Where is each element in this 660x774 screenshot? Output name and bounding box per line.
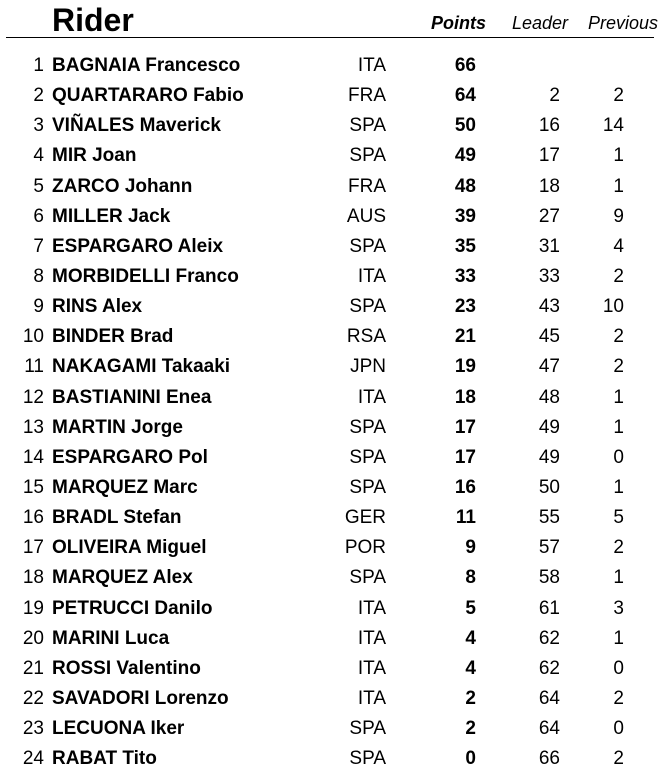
rider-name: MARINI Luca: [52, 627, 170, 649]
gap-to-previous: 14: [602, 115, 624, 137]
rider-nationality: ITA: [357, 265, 386, 287]
gap-to-leader: 2: [549, 85, 560, 107]
rider-points: 17: [454, 416, 476, 438]
table-row: [0, 473, 660, 503]
gap-to-leader: 47: [538, 356, 560, 378]
rider-position: 19: [22, 597, 44, 619]
gap-to-previous: 1: [613, 145, 624, 167]
gap-to-leader: 62: [538, 627, 560, 649]
gap-to-previous: 0: [613, 657, 624, 679]
rider-position: 22: [22, 687, 44, 709]
rider-name: SAVADORI Lorenzo: [52, 687, 229, 709]
table-header: [0, 0, 660, 40]
table-row: [0, 292, 660, 322]
rider-points: 33: [454, 265, 476, 287]
rider-name: MARTIN Jorge: [52, 416, 183, 438]
rider-position: 21: [22, 657, 44, 679]
table-row: [0, 81, 660, 111]
rider-points: 19: [454, 356, 476, 378]
gap-to-leader: 18: [538, 175, 560, 197]
gap-to-leader: 45: [538, 326, 560, 348]
rider-position: 9: [33, 296, 44, 318]
rider-nationality: RSA: [346, 326, 386, 348]
rider-position: 8: [33, 265, 44, 287]
gap-to-previous: 2: [613, 687, 624, 709]
table-row: [0, 232, 660, 262]
gap-to-leader: 49: [538, 446, 560, 468]
rider-name: MILLER Jack: [52, 205, 171, 227]
table-row: [0, 533, 660, 563]
rider-nationality: SPA: [349, 145, 386, 167]
rider-nationality: ITA: [357, 597, 386, 619]
rider-position: 12: [22, 386, 44, 408]
rider-points: 21: [454, 326, 476, 348]
rider-name: MIR Joan: [52, 145, 137, 167]
leader-column-header: Leader: [511, 13, 568, 33]
gap-to-leader: 55: [538, 507, 560, 529]
rider-name: BRADL Stefan: [52, 507, 182, 529]
table-row: [0, 141, 660, 171]
rider-name: ESPARGARO Pol: [52, 446, 208, 468]
rider-position: 23: [22, 718, 44, 740]
gap-to-previous: 4: [613, 235, 624, 257]
gap-to-leader: 64: [538, 687, 560, 709]
rider-points: 23: [454, 296, 476, 318]
rider-position: 5: [33, 175, 44, 197]
rider-name: BASTIANINI Enea: [52, 386, 212, 408]
rider-name: MARQUEZ Marc: [52, 476, 198, 498]
table-row: [0, 413, 660, 443]
gap-to-leader: 66: [538, 748, 560, 770]
rider-position: 7: [33, 235, 44, 257]
gap-to-leader: 57: [538, 537, 560, 559]
gap-to-leader: 48: [538, 386, 560, 408]
rider-nationality: SPA: [349, 416, 386, 438]
rider-name: ESPARGARO Aleix: [52, 235, 224, 257]
gap-to-leader: 33: [538, 265, 560, 287]
header-divider: [6, 37, 654, 38]
rider-points: 4: [465, 627, 476, 649]
rider-nationality: ITA: [357, 627, 386, 649]
table-row: [0, 262, 660, 292]
rider-name: MORBIDELLI Franco: [52, 265, 239, 287]
table-row: [0, 202, 660, 232]
table-row: [0, 383, 660, 413]
gap-to-previous: 2: [613, 748, 624, 770]
rider-position: 18: [22, 567, 44, 589]
gap-to-previous: 0: [613, 718, 624, 740]
rider-nationality: ITA: [357, 687, 386, 709]
gap-to-previous: 1: [613, 416, 624, 438]
table-row: [0, 443, 660, 473]
rider-name: PETRUCCI Danilo: [52, 597, 213, 619]
rider-nationality: JPN: [350, 356, 386, 378]
table-row: [0, 684, 660, 714]
rider-nationality: GER: [344, 507, 386, 529]
rider-name: MARQUEZ Alex: [52, 567, 193, 589]
rider-column-header: Rider: [52, 2, 134, 38]
rider-points: 16: [454, 476, 476, 498]
rider-position: 2: [33, 85, 44, 107]
rider-name: RABAT Tito: [52, 748, 157, 770]
rider-points: 8: [465, 567, 476, 589]
rider-points: 11: [455, 507, 476, 529]
rider-position: 14: [22, 446, 44, 468]
rider-position: 17: [22, 537, 44, 559]
gap-to-previous: 2: [613, 85, 624, 107]
rider-position: 15: [22, 476, 44, 498]
rider-points: 4: [465, 657, 476, 679]
rider-nationality: AUS: [346, 205, 386, 227]
gap-to-leader: 58: [538, 567, 560, 589]
gap-to-previous: 2: [613, 356, 624, 378]
rider-name: ROSSI Valentino: [52, 657, 201, 679]
gap-to-leader: 16: [538, 115, 560, 137]
rider-points: 39: [454, 205, 476, 227]
gap-to-leader: 31: [538, 235, 560, 257]
rider-nationality: SPA: [349, 748, 386, 770]
rider-name: QUARTARARO Fabio: [52, 85, 244, 107]
rider-points: 5: [465, 597, 476, 619]
gap-to-previous: 1: [613, 175, 624, 197]
table-row: [0, 594, 660, 624]
gap-to-previous: 1: [613, 386, 624, 408]
rider-position: 6: [33, 205, 44, 227]
rider-name: BINDER Brad: [52, 326, 174, 348]
table-row: [0, 352, 660, 382]
rider-points: 17: [454, 446, 476, 468]
rider-name: NAKAGAMI Takaaki: [52, 356, 231, 378]
rider-points: 49: [454, 145, 476, 167]
table-row: [0, 654, 660, 684]
rider-position: 24: [22, 748, 44, 770]
gap-to-leader: 61: [538, 597, 560, 619]
standings-table: [0, 51, 660, 774]
rider-points: 2: [465, 687, 476, 709]
rider-nationality: SPA: [349, 115, 386, 137]
rider-position: 13: [22, 416, 44, 438]
table-row: [0, 503, 660, 533]
table-row: [0, 51, 660, 81]
rider-points: 64: [454, 85, 476, 107]
rider-nationality: FRA: [348, 85, 386, 107]
table-row: [0, 111, 660, 141]
gap-to-previous: 2: [613, 265, 624, 287]
gap-to-previous: 1: [613, 627, 624, 649]
table-row: [0, 563, 660, 593]
gap-to-leader: 64: [538, 718, 560, 740]
rider-nationality: SPA: [349, 296, 386, 318]
previous-column-header: Previous: [587, 13, 658, 33]
rider-nationality: SPA: [349, 235, 386, 257]
rider-position: 11: [24, 356, 44, 378]
rider-name: BAGNAIA Francesco: [52, 55, 241, 76]
gap-to-previous: 9: [613, 205, 624, 227]
table-row: [0, 322, 660, 352]
rider-points: 18: [454, 386, 476, 408]
gap-to-previous: 5: [613, 507, 624, 529]
rider-name: OLIVEIRA Miguel: [52, 537, 207, 559]
rider-nationality: ITA: [357, 55, 386, 76]
rider-name: LECUONA Iker: [52, 718, 185, 740]
rider-position: 1: [33, 55, 44, 76]
rider-nationality: SPA: [349, 718, 386, 740]
points-column-header: Points: [430, 13, 486, 33]
gap-to-previous: 1: [613, 476, 624, 498]
rider-position: 4: [33, 145, 44, 167]
rider-nationality: SPA: [349, 567, 386, 589]
rider-name: ZARCO Johann: [52, 175, 193, 197]
rider-points: 35: [454, 235, 476, 257]
table-row: [0, 172, 660, 202]
gap-to-leader: 17: [538, 145, 560, 167]
rider-position: 20: [22, 627, 44, 649]
rider-nationality: FRA: [348, 175, 386, 197]
gap-to-previous: 1: [613, 567, 624, 589]
rider-nationality: POR: [344, 537, 386, 559]
table-row: [0, 624, 660, 654]
rider-name: RINS Alex: [52, 296, 143, 318]
rider-position: 3: [33, 115, 44, 137]
table-row: [0, 714, 660, 744]
rider-position: 16: [22, 507, 44, 529]
rider-nationality: SPA: [349, 476, 386, 498]
gap-to-previous: 0: [613, 446, 624, 468]
rider-points: 50: [454, 115, 476, 137]
rider-points: 2: [465, 718, 476, 740]
rider-nationality: SPA: [349, 446, 386, 468]
gap-to-leader: 62: [538, 657, 560, 679]
rider-points: 0: [465, 748, 476, 770]
rider-position: 10: [22, 326, 44, 348]
rider-points: 66: [454, 55, 476, 76]
gap-to-previous: 3: [613, 597, 624, 619]
gap-to-leader: 49: [538, 416, 560, 438]
gap-to-previous: 10: [602, 296, 624, 318]
gap-to-leader: 50: [538, 476, 560, 498]
rider-points: 48: [454, 175, 476, 197]
rider-nationality: ITA: [357, 386, 386, 408]
gap-to-previous: 2: [613, 326, 624, 348]
gap-to-leader: 27: [538, 205, 560, 227]
rider-name: VIÑALES Maverick: [52, 115, 221, 137]
rider-nationality: ITA: [357, 657, 386, 679]
rider-points: 9: [465, 537, 476, 559]
gap-to-leader: 43: [538, 296, 560, 318]
gap-to-previous: 2: [613, 537, 624, 559]
